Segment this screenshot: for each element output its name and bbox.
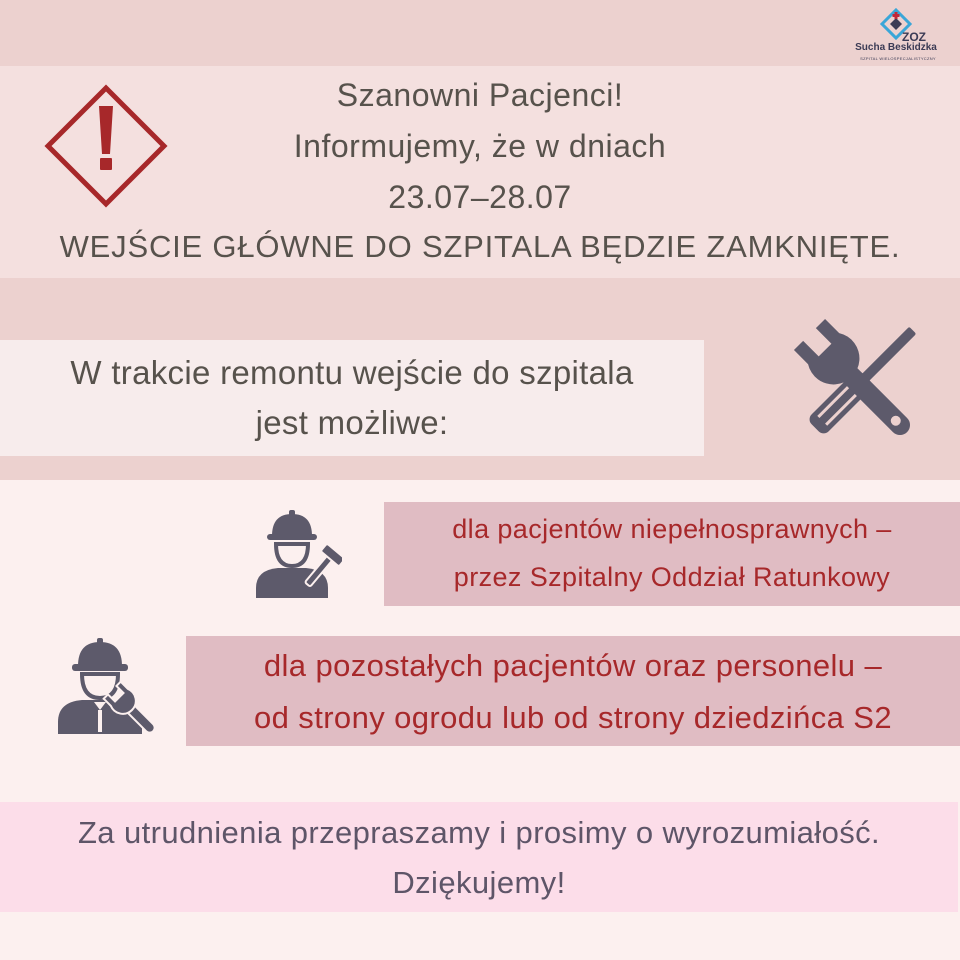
thanks-line: Dziękujemy! <box>392 865 566 900</box>
greeting-heading: Szanowni Pacjenci! <box>336 77 624 113</box>
repair-info-text <box>0 348 704 448</box>
closing-text <box>0 808 958 908</box>
hospital-logo <box>848 8 944 64</box>
date-range: 23.07–28.07 <box>388 179 572 215</box>
repair-line-2: jest możliwe: <box>255 404 449 441</box>
option-disabled-line-2: przez Szpitalny Oddział Ratunkowy <box>453 562 891 592</box>
option-others-text <box>186 640 960 744</box>
option-disabled-line-1: dla pacjentów niepełnosprawnych – <box>452 514 892 544</box>
apology-line: Za utrudnienia przepraszamy i prosimy o wyrozumiałość. <box>77 815 881 850</box>
option-disabled-text <box>384 505 960 601</box>
logo-name: ZOZ <box>902 30 926 44</box>
logo-town: Sucha Beskidzka <box>855 42 937 53</box>
logo-subtitle: SZPITAL WIELOSPECJALISTYCZNY <box>860 56 936 61</box>
worker-hammer-icon <box>252 508 342 600</box>
announcement-line: Informujemy, że w dniach <box>293 128 667 164</box>
worker-wrench-icon <box>54 636 158 736</box>
option-others-line-1: dla pozostałych pacjentów oraz personelu – <box>263 648 883 683</box>
repair-line-1: W trakcie remontu wejście do szpitala <box>70 354 634 391</box>
option-others-line-2: od strony ogrodu lub od strony dziedzińca S2 <box>254 700 892 735</box>
tools-icon <box>784 314 934 454</box>
closure-notice: WEJŚCIE GŁÓWNE DO SZPITALA BĘDZIE ZAMKNIĘTE. <box>59 229 901 264</box>
